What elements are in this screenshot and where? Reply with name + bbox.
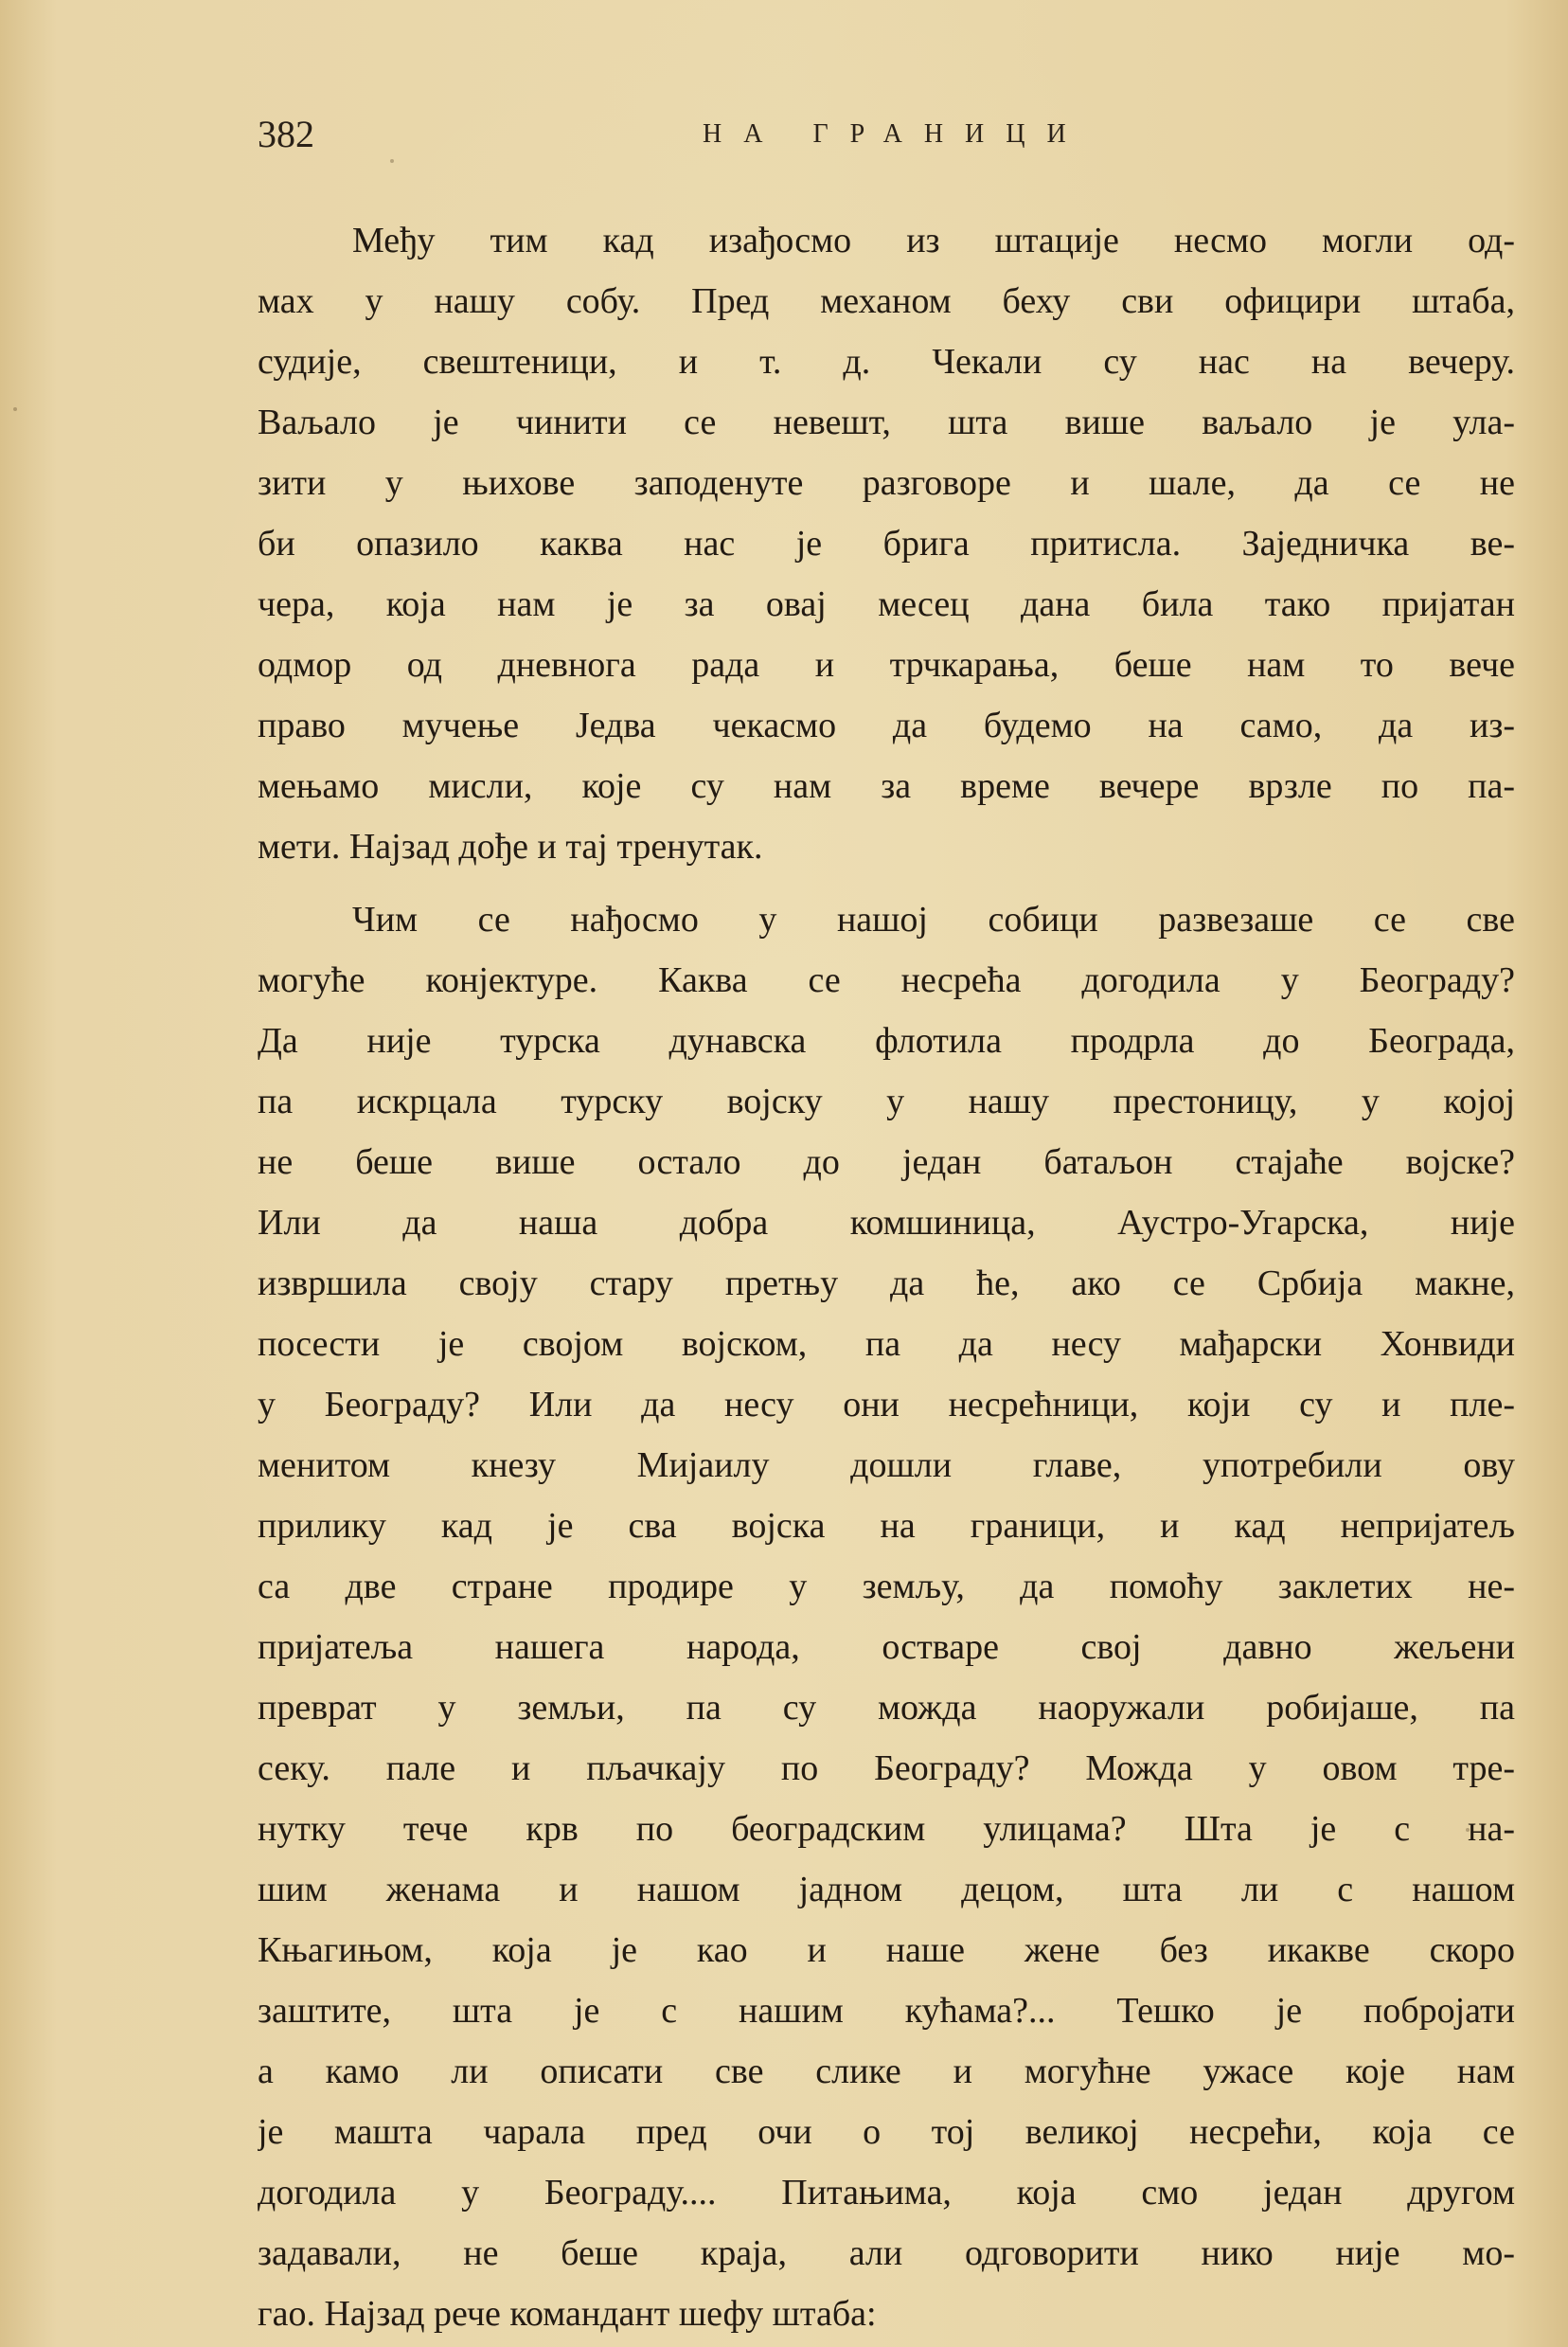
text-line: посести је својом војском, па да несу мађарски Хонвиди [258,1324,1515,1364]
text-line: менитом кнезу Мијаилу дошли главе, употребили ову [258,1445,1515,1485]
text-line: не беше више остало до један батаљон стајаће војске? [258,1142,1515,1182]
text-line: Или да наша добра комшиница, Аустро-Угарска, није [258,1203,1515,1243]
text-line: Да није турска дунавска флотила продрла до Београда, [258,1021,1515,1061]
text-line: прилику кад је сва војска на граници, и кад непријатељ [258,1506,1515,1546]
text-line: нутку тече крв по београдским улицама? Шта је с на- [258,1809,1515,1849]
text-line: шим женама и нашом јадном децом, шта ли с нашом [258,1870,1515,1909]
text-line: заштите, шта је с нашим кућама?... Тешко је побројати [258,1991,1515,2031]
text-line: са две стране продире у земљу, да помоћу заклетих не- [258,1567,1515,1606]
text-line: задавали, не беше краја, али одговорити нико није мо- [258,2233,1515,2273]
text-line: мењамо мисли, које су нам за време вечере врзле по па- [258,766,1515,806]
body-text [258,210,1515,2344]
text-line: зити у њихове заподенуте разговоре и шале, да се не [258,463,1515,503]
paper-speck [13,407,17,411]
text-line: а камо ли описати све слике и могућне ужасе које нам [258,2051,1515,2091]
text-line: одмор од дневнога рада и трчкарања, беше нам то вече [258,645,1515,685]
page-header [258,112,1515,169]
text-line: пријатеља нашега народа, остваре свој давно жељени [258,1627,1515,1667]
text-line: гао. Најзад рече командант шефу штаба: [258,2294,877,2334]
text-line: Књагињом, која је као и наше жене без икакве скоро [258,1930,1515,1970]
text-line: Међу тим кад изађосмо из штације несмо могли од- [352,221,1515,260]
text-line: Ваљало је чинити се невешт, шта више ваљало је ула- [258,403,1515,442]
text-line: па искрцала турску војску у нашу престоницу, у којој [258,1082,1515,1121]
running-title: НА ГРАНИЦИ [703,119,1088,149]
paragraph-2 [258,889,1515,2344]
text-line: Чим се нађосмо у нашој собици развезаше се све [352,900,1515,940]
paper-speck [390,159,394,163]
paragraph-1 [258,210,1515,877]
text-line: преврат у земљи, па су можда наоружали робијаше, па [258,1688,1515,1728]
paragraph-gap [258,877,1515,889]
text-line: догодила у Београду.... Питањима, која смо један другом [258,2173,1515,2213]
text-line: право мучење Једва чекасмо да будемо на само, да из- [258,706,1515,745]
paper-speck [1466,1828,1470,1832]
text-line: би опазило каква нас је брига притисла. Заједничка ве- [258,524,1515,564]
text-line: мах у нашу собу. Пред механом беху сви официри штаба, [258,281,1515,321]
text-line: мети. Најзад дође и тај тренутак. [258,827,763,867]
text-line: у Београду? Или да несу они несрећници, који су и пле- [258,1385,1515,1424]
text-line: секу. пале и пљачкају по Београду? Можда у овом тре- [258,1748,1515,1788]
text-line: судије, свештеници, и т. д. Чекали су нас на вечеру. [258,342,1515,382]
page-number: 382 [258,113,314,155]
text-line: извршила своју стару претњу да ће, ако се Србија макне, [258,1263,1515,1303]
text-line: могуће конјектуре. Каква се несрећа догодила у Београду? [258,960,1515,1000]
text-line: чера, која нам је за овај месец дана била тако пријатан [258,584,1515,624]
text-line: је машта чарала пред очи о тој великој несрећи, која се [258,2112,1515,2152]
